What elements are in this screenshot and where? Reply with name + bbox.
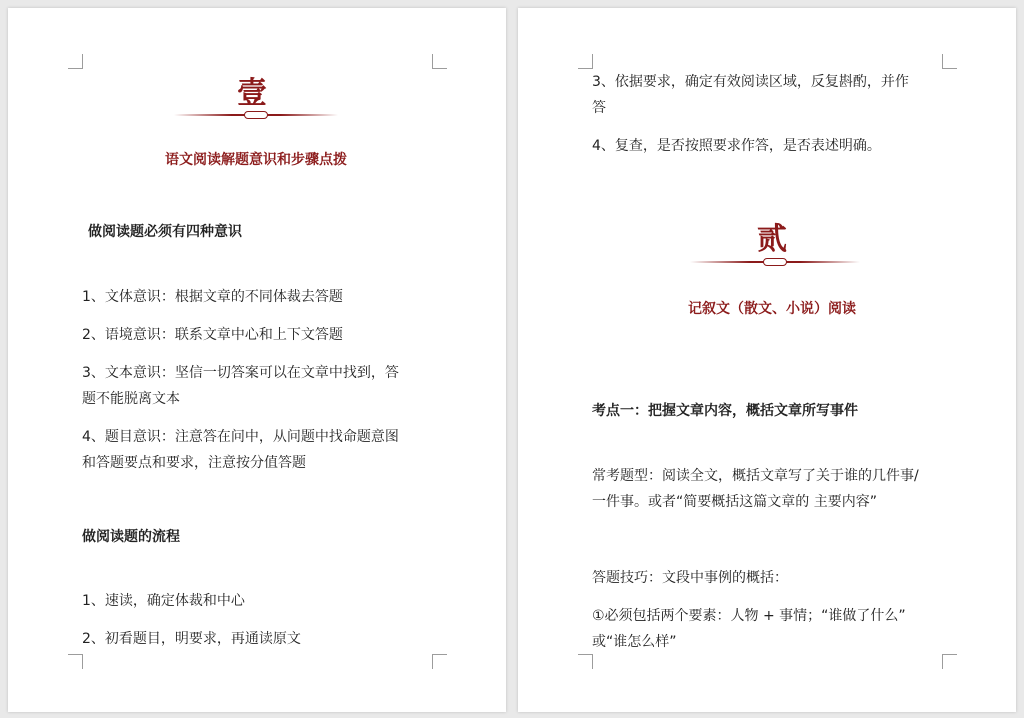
- technique-heading: 答题技巧：文段中事例的概括：: [592, 570, 788, 586]
- question-type-text: 常考题型：阅读全文，概括文章写了关于谁的几件事/: [592, 468, 919, 484]
- heading-awareness: 做阅读题必须有四种意识: [88, 224, 242, 240]
- margin-corner-mark: [68, 654, 83, 669]
- list-item-continuation: 题不能脱离文本: [82, 391, 180, 407]
- margin-corner-mark: [942, 54, 957, 69]
- document-page-right: [518, 8, 1016, 712]
- list-item-continuation: 答: [592, 100, 606, 116]
- question-type-text: 一件事。或者“简要概括这篇文章的 主要内容”: [592, 494, 877, 510]
- section-divider-ornament: [690, 258, 860, 266]
- margin-corner-mark: [68, 54, 83, 69]
- document-page-left: [8, 8, 506, 712]
- heading-process: 做阅读题的流程: [82, 529, 180, 545]
- list-item: 3、依据要求，确定有效阅读区域，反复斟酌，并作: [592, 74, 909, 90]
- list-item: 3、文本意识：坚信一切答案可以在文章中找到，答: [82, 365, 399, 381]
- section-divider-ornament: [174, 111, 338, 119]
- section-number: 壹: [237, 76, 267, 111]
- heading-point: 考点一：把握文章内容，概括文章所写事件: [592, 403, 858, 419]
- list-item: 1、文体意识：根据文章的不同体裁去答题: [82, 289, 343, 305]
- list-item: 1、速读，确定体裁和中心: [82, 593, 245, 609]
- list-item: 2、语境意识：联系文章中心和上下文答题: [82, 327, 343, 343]
- section-title: 语文阅读解题意识和步骤点拨: [165, 152, 347, 168]
- technique-item: 或“谁怎么样”: [592, 634, 677, 650]
- margin-corner-mark: [432, 654, 447, 669]
- section-number: 贰: [757, 222, 787, 257]
- list-item: 2、初看题目，明要求，再通读原文: [82, 631, 301, 647]
- list-item: 4、题目意识：注意答在问中，从问题中找命题意图: [82, 429, 399, 445]
- margin-corner-mark: [432, 54, 447, 69]
- margin-corner-mark: [578, 654, 593, 669]
- section-title: 记叙文（散文、小说）阅读: [688, 301, 856, 317]
- technique-item: ①必须包括两个要素：人物 + 事情；“谁做了什么”: [592, 608, 906, 624]
- list-item: 4、复查，是否按照要求作答，是否表述明确。: [592, 138, 881, 154]
- margin-corner-mark: [942, 654, 957, 669]
- margin-corner-mark: [578, 54, 593, 69]
- list-item-continuation: 和答题要点和要求，注意按分值答题: [82, 455, 306, 471]
